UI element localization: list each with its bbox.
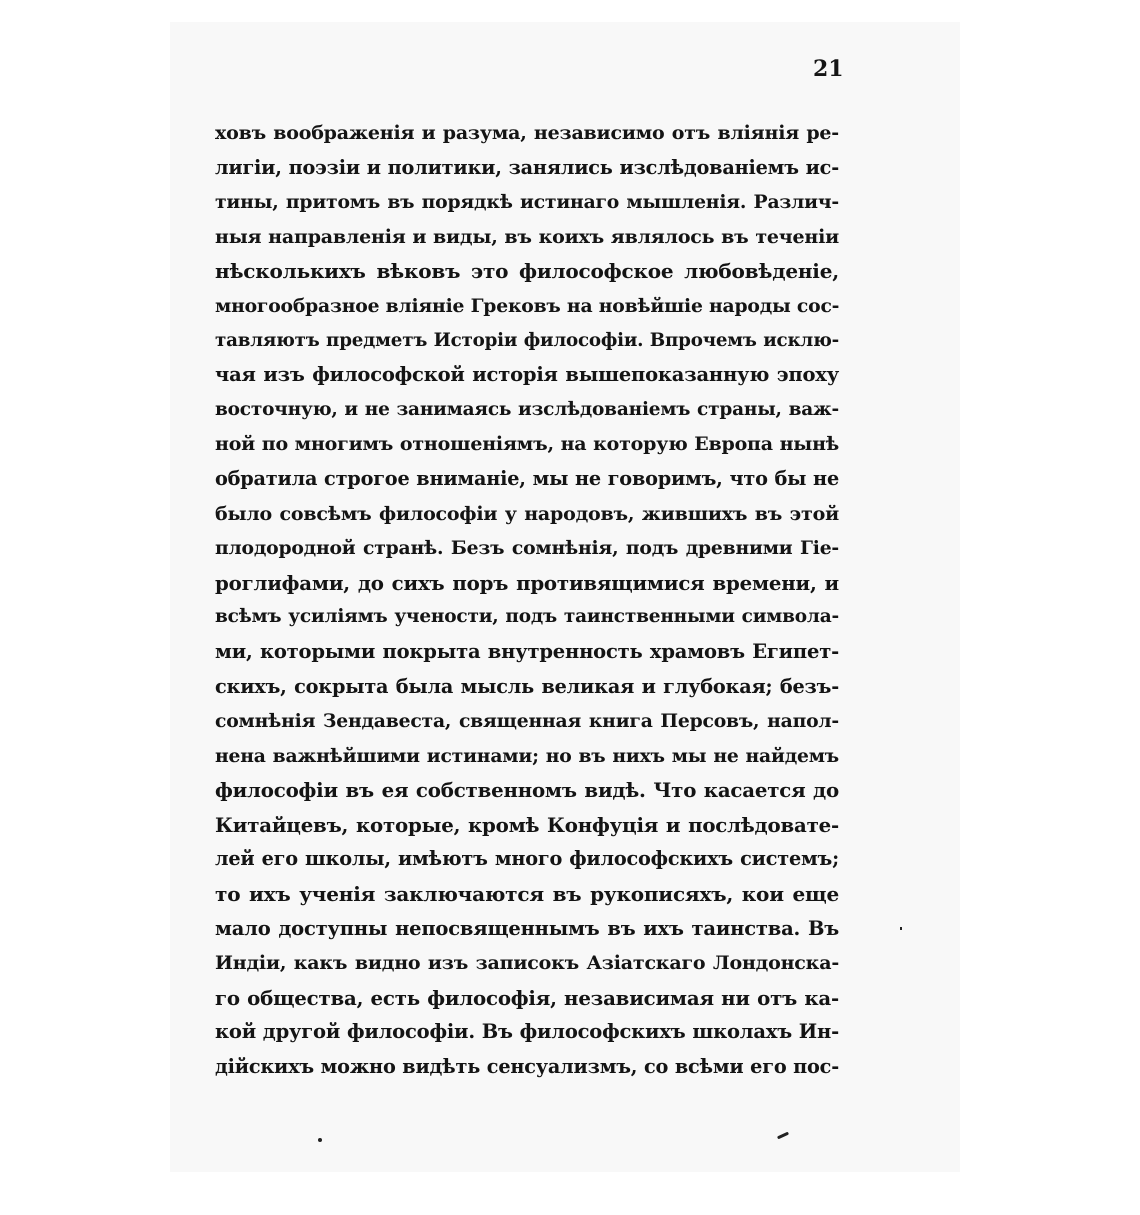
text-line: кой другой философіи. Въ философскихъ школахъ Ин- bbox=[215, 1020, 839, 1044]
text-line: ныя направленія и виды, въ коихъ являлось въ теченіи bbox=[215, 225, 839, 248]
text-line: сомнѣнія Зендавеста, священная книга Персовъ, напол- bbox=[215, 710, 839, 733]
text-line: ховъ воображенія и разума, независимо отъ вліянія ре- bbox=[215, 122, 839, 144]
text-line: многообразное вліяніе Грековъ на новѣйшіе народы сос- bbox=[215, 294, 840, 317]
page-number: 21 bbox=[813, 56, 844, 82]
text-line: скихъ, сокрыта была мысль великая и глубокая; безъ- bbox=[215, 674, 839, 698]
text-line: дійскихъ можно видѣть сенсуализмъ, со всѣми его пос- bbox=[215, 1055, 839, 1079]
text-line: лей его школы, имѣютъ много философскихъ системъ; bbox=[215, 847, 839, 871]
text-line: Индіи, какъ видно изъ записокъ Азіатскаго Лондонска- bbox=[215, 952, 839, 975]
text-line: лигіи, поэзіи и политики, занялись изслѣдованіемъ ис- bbox=[215, 155, 839, 179]
text-line: мало доступны непосвященнымъ въ ихъ таинства. Въ bbox=[215, 916, 839, 940]
text-line: ми, которыми покрыта внутренность храмовъ Египет- bbox=[215, 639, 839, 663]
text-line: обратила строгое вниманіе, мы не говоримъ, что бы не bbox=[215, 466, 839, 490]
scan-speck bbox=[318, 1138, 322, 1142]
body-text bbox=[215, 116, 839, 1085]
scan-speck bbox=[900, 927, 902, 930]
text-line: то ихъ ученія заключаются въ рукописяхъ, кои еще bbox=[215, 882, 839, 907]
text-line: нена важнѣйшими истинами; но въ нихъ мы не найдемъ bbox=[215, 744, 839, 767]
text-line: го общества, есть философія, независимая ни отъ ка- bbox=[215, 985, 839, 1010]
text-line: Китайцевъ, которые, кромѣ Конфуція и послѣдовате- bbox=[215, 812, 839, 837]
text-line: восточную, и не занимаясь изслѣдованіемъ страны, важ- bbox=[215, 398, 839, 420]
text-line: было совсѣмъ философіи у народовъ, жившихъ въ этой bbox=[215, 502, 839, 525]
text-line: философіи въ ея собственномъ видѣ. Что касается до bbox=[215, 778, 839, 803]
text-line: нѣсколькихъ вѣковъ это философское любовѣденіе, bbox=[215, 259, 839, 284]
text-line: ной по многимъ отношеніямъ, на которую Европа нынѣ bbox=[215, 433, 839, 456]
text-line: тавляютъ предметъ Исторіи философіи. Впрочемъ исклю- bbox=[215, 329, 839, 351]
text-line: роглифами, до сихъ поръ противящимися времени, и bbox=[215, 570, 839, 595]
text-line: всѣмъ усиліямъ учености, подъ таинственными символа- bbox=[215, 606, 839, 628]
text-line: чая изъ философской исторія вышепоказанную эпоху bbox=[215, 363, 839, 387]
text-line: плодородной странѣ. Безъ сомнѣнія, подъ древними Гіе- bbox=[215, 537, 839, 560]
text-line: тины, притомъ въ порядкѣ истинаго мышленія. Различ- bbox=[215, 191, 839, 214]
